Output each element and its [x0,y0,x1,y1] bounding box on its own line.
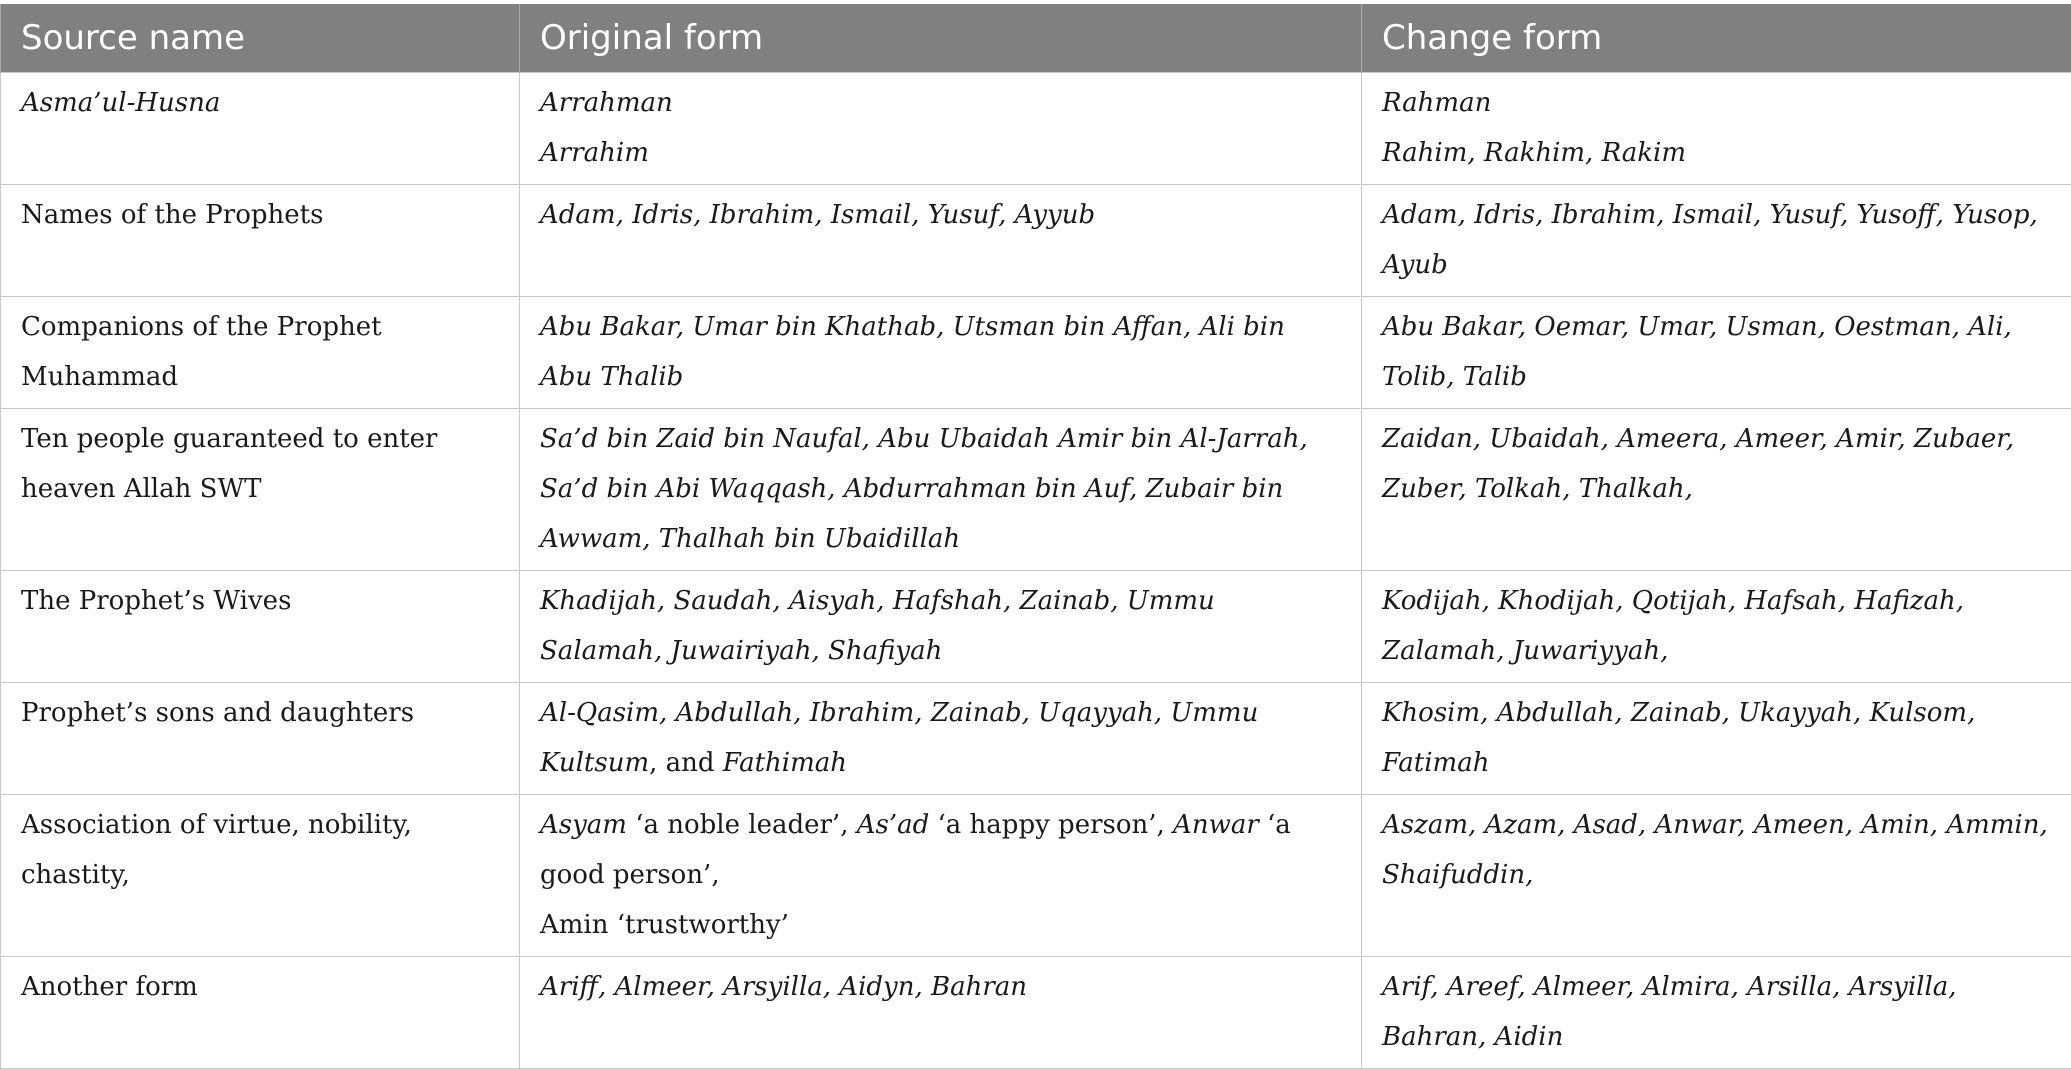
original-cell [520,73,1362,185]
table-row [1,73,2071,185]
change-cell: Khosim, Abdullah, Zainab, Ukayyah, Kulsom, Fatimah [1362,683,2071,795]
change-line: Rahim, Rakhim, Rakim [1382,128,2051,178]
original-cell: Sa’d bin Zaid bin Naufal, Abu Ubaidah Amir bin Al-Jarrah, Sa’d bin Abi Waqqash, Abdurrahman bin Auf, Zubair bin Awwam, Thalhah bin Ubaidillah [520,409,1362,571]
names-table-container [0,4,2071,1069]
original-gloss: ‘a happy person’, [929,810,1173,840]
change-cell: Kodijah, Khodijah, Qotijah, Hafsah, Hafizah, Zalamah, Juwariyyah, [1362,571,2071,683]
original-gloss: Amin ‘trustworthy’ [540,900,1341,950]
change-cell: Zaidan, Ubaidah, Ameera, Ameer, Amir, Zubaer, Zuber, Tolkah, Thalkah, [1362,409,2071,571]
table-header [1,4,2071,73]
header-original-form: Original form [520,4,1362,73]
table-row [1,185,2071,297]
original-names: Al-Qasim, Abdullah, Ibrahim, Zainab, Uqayyah, Ummu Kultsum [540,698,1258,778]
change-cell: Adam, Idris, Ibrahim, Ismail, Yusuf, Yusoff, Yusop, Ayub [1362,185,2071,297]
source-cell: Association of virtue, nobility, chastity, [1,795,520,957]
original-gloss: ‘a noble leader’, [627,810,857,840]
change-cell: Arif, Areef, Almeer, Almira, Arsilla, Arsyilla, Bahran, Aidin [1362,957,2071,1069]
source-cell: Another form [1,957,520,1069]
original-cell [520,683,1362,795]
table-row [1,957,2071,1069]
source-cell: Prophet’s sons and daughters [1,683,520,795]
original-name: As’ad [857,810,930,840]
source-cell: The Prophet’s Wives [1,571,520,683]
original-conjunction: , and [649,748,714,778]
original-name: Asyam [540,810,627,840]
table-row [1,683,2071,795]
header-source-name: Source name [1,4,520,73]
original-cell: Abu Bakar, Umar bin Khathab, Utsman bin Affan, Ali bin Abu Thalib [520,297,1362,409]
original-cell: Khadijah, Saudah, Aisyah, Hafshah, Zainab, Ummu Salamah, Juwairiyah, Shafiyah [520,571,1362,683]
source-cell: Names of the Prophets [1,185,520,297]
header-change-form: Change form [1362,4,2071,73]
change-line: Rahman [1382,78,2051,128]
source-cell: Companions of the Prophet Muhammad [1,297,520,409]
names-table [0,4,2071,1069]
change-cell: Abu Bakar, Oemar, Umar, Usman, Oestman, Ali, Tolib, Talib [1362,297,2071,409]
table-row [1,409,2071,571]
table-row [1,297,2071,409]
original-gloss: ‘a good person’, [540,810,1291,890]
change-cell [1362,73,2071,185]
original-cell [520,795,1362,957]
original-line: Arrahim [540,128,1341,178]
source-cell: Asma’ul-Husna [1,73,520,185]
table-row [1,571,2071,683]
source-cell: Ten people guaranteed to enter heaven Allah SWT [1,409,520,571]
change-cell: Aszam, Azam, Asad, Anwar, Ameen, Amin, Ammin, Shaifuddin, [1362,795,2071,957]
table-row [1,795,2071,957]
header-row [1,4,2071,73]
original-cell: Ariff, Almeer, Arsyilla, Aidyn, Bahran [520,957,1362,1069]
original-name: Anwar [1173,810,1259,840]
table-body [1,73,2071,1069]
original-last-name: Fathimah [723,748,847,778]
original-line: Arrahman [540,78,1341,128]
original-cell: Adam, Idris, Ibrahim, Ismail, Yusuf, Ayyub [520,185,1362,297]
